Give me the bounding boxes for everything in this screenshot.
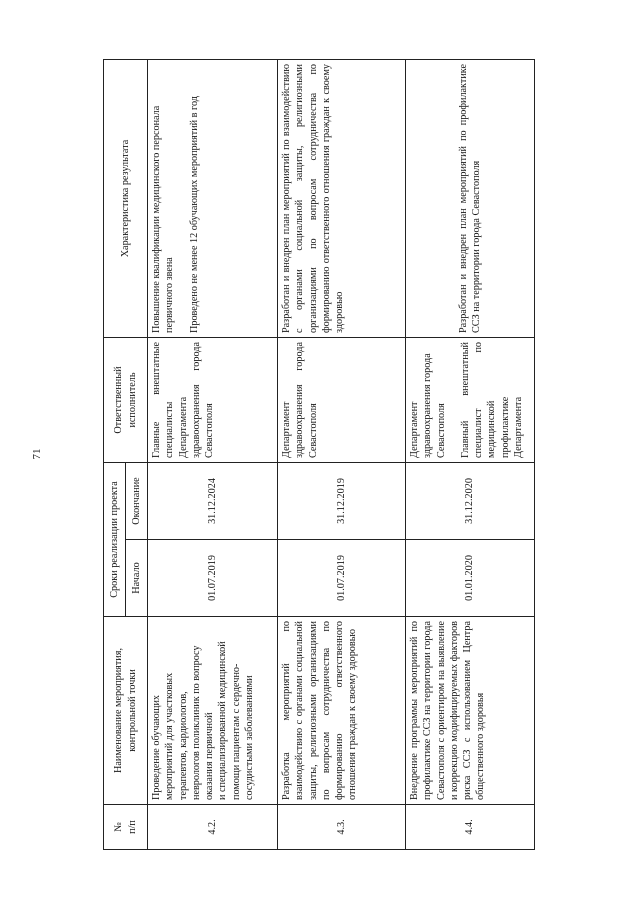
table-row xyxy=(278,60,406,850)
row-number: 4.2. xyxy=(148,805,278,850)
page-number: 71 xyxy=(31,448,43,460)
header-name: Наименование мероприятия, контрольной точки xyxy=(104,617,148,805)
measure-name-line: терапевтов, кардиологов, xyxy=(177,691,189,800)
measures-table xyxy=(103,59,535,850)
responsible: Главные внештатные специалисты Департамента здравоохранения города Севастополя xyxy=(148,338,278,463)
measure-name-line: сосудистыми заболеваниями xyxy=(243,675,255,800)
responsible xyxy=(406,338,535,463)
header-number-line1: № xyxy=(113,822,125,832)
header-end: Окончание xyxy=(126,463,148,540)
header-number-line2: п/п xyxy=(126,820,138,834)
result: Разработан и внедрен план мероприятий по профилактике ССЗ на территории города Севастополя xyxy=(406,60,535,338)
measure-name-line: и специализированной медицинской xyxy=(217,641,229,800)
rotated-table-container xyxy=(103,60,534,850)
measure-name: Разработка мероприятий по взаимодействию с органами социальной защиты, религиозными организациями по вопросам сотрудничества по формированию ответственного отношения граждан к своему здоровью xyxy=(278,617,406,805)
start-date: 01.01.2020 xyxy=(406,540,535,617)
responsible: Департамент здравоохранения города Севастополя xyxy=(278,338,406,463)
header-number xyxy=(104,805,148,850)
end-date: 31.12.2020 xyxy=(406,463,535,540)
header-result: Характеристика результата xyxy=(104,60,148,338)
table-row xyxy=(148,60,278,850)
measure-name xyxy=(148,617,278,805)
header-period: Сроки реализации проекта xyxy=(104,463,126,617)
end-date: 31.12.2024 xyxy=(148,463,278,540)
header-start: Начало xyxy=(126,540,148,617)
row-number: 4.3. xyxy=(278,805,406,850)
result-text: Проведено не менее 12 обучающих мероприятий в год xyxy=(188,96,200,333)
header-responsible: Ответственный исполнитель xyxy=(104,338,148,463)
responsible-text: Главный внештатный специалист по медицинской профилактике Департамента xyxy=(459,342,524,458)
measure-name: Внедрение программы мероприятий по профилактике ССЗ на территории города Севастополя с ориентиром на выявление и коррекцию модифицируемых факторов риска ССЗ с использованием Центра общественного здоровья xyxy=(406,617,535,805)
measure-name-line: Проведение обучающих xyxy=(151,695,162,800)
start-date: 01.07.2019 xyxy=(148,540,278,617)
measure-name-line: оказания первичной xyxy=(204,712,215,800)
responsible-text: Департамент здравоохранения города Севастополя xyxy=(409,353,447,458)
table-row xyxy=(406,60,535,850)
measure-name-line: помощи пациентам с сердечно- xyxy=(230,663,242,800)
result-text: Повышение квалификации медицинского персонала первичного звена xyxy=(151,105,176,333)
start-date: 01.07.2019 xyxy=(278,540,406,617)
measure-name-line: неврологов поликлиник по вопросу xyxy=(190,645,202,800)
measure-name-line: мероприятий для участковых xyxy=(164,672,176,800)
end-date: 31.12.2019 xyxy=(278,463,406,540)
result xyxy=(148,60,278,338)
row-number: 4.4. xyxy=(406,805,535,850)
result: Разработан и внедрен план мероприятий по взаимодействию с органами социальной защиты, религиозными организациями по вопросам сотрудничества по формированию ответственного отношения граждан к своему здоровью xyxy=(278,60,406,338)
